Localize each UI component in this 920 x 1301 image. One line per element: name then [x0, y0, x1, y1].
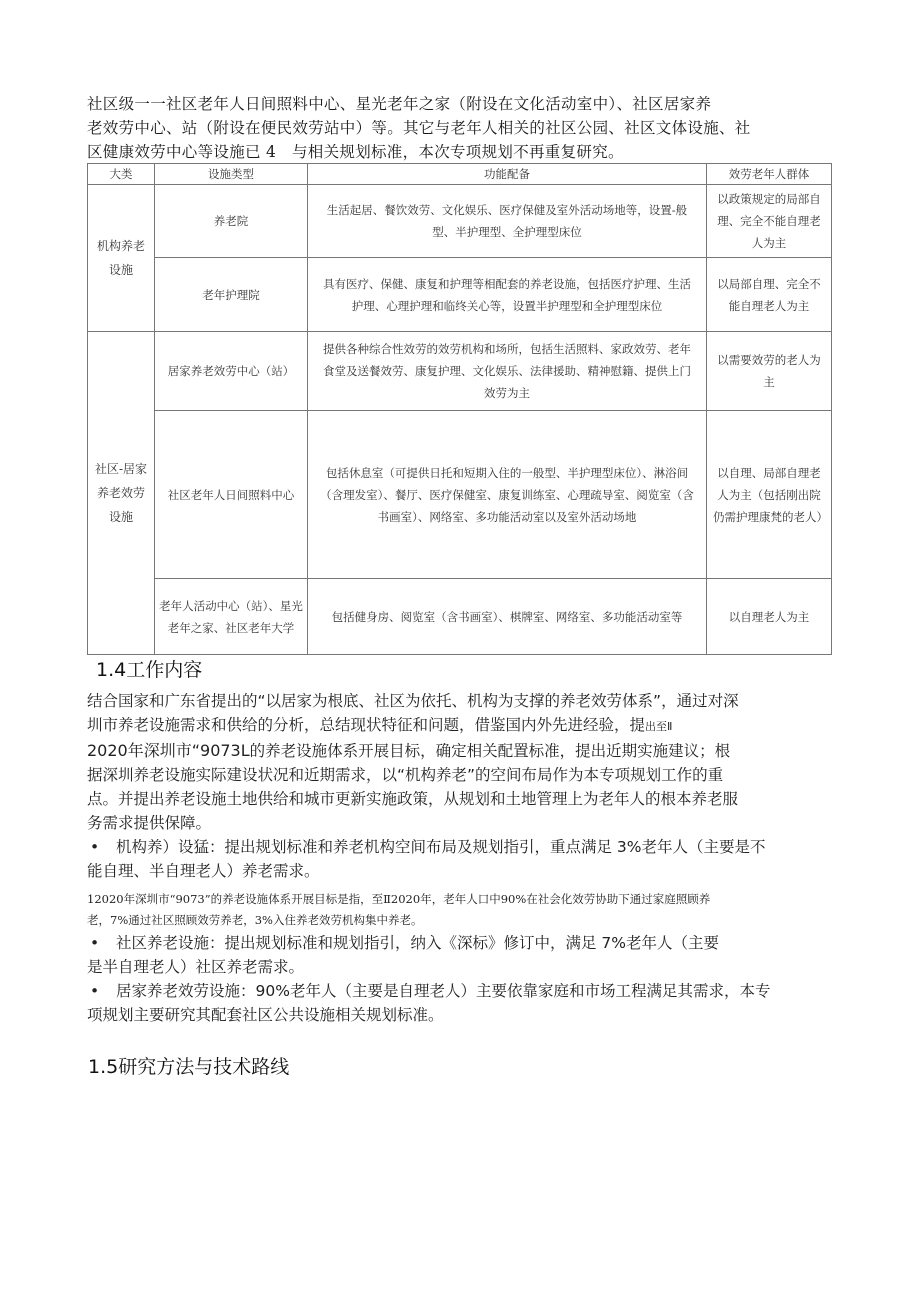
paragraph-line: 点。并提出养老设施土地供给和城市更新实施政策，从规划和土地管理上为老年人的根本养老服: [87, 790, 739, 808]
bullet-continuation: 能自理、半自理老人）养老需求。: [87, 862, 320, 880]
bullet-text: 社区养老设施：提出规划标准和规划指引，纳入《深标》修订中，满足 7%老年人（主要: [116, 934, 720, 952]
paragraph-line: [87, 713, 832, 739]
bullet-item: [87, 979, 832, 1003]
function-cell: 生活起居、餐饮效劳、文化娱乐、医疗保健及室外活动场地等，设置-般型、半护理型、全护理型床位: [308, 185, 707, 258]
paragraph-line: [87, 739, 832, 763]
table-header-cell: 设施类型: [155, 164, 308, 185]
intro-line: 区健康效劳中心等设施已 4 与相关规划标准，本次专项规划不再重复研究。: [87, 143, 624, 161]
function-cell: 包括健身房、阅览室（含书画室）、棋牌室、网络室、多功能活动室等: [308, 579, 707, 655]
bullet-item: [87, 931, 832, 955]
table-header-cell: 效劳老年人群体: [707, 164, 832, 185]
intro-paragraph: [87, 92, 827, 164]
section-heading-1-5: 1.5研究方法与技术路线: [88, 1056, 290, 1078]
facility-table: [87, 163, 832, 655]
bullet-marker: •: [90, 934, 100, 952]
category-cell: 社区-居家养老效劳设施: [88, 332, 155, 655]
bullet-item: [87, 835, 832, 859]
facility-type-cell: 社区老年人日间照料中心: [155, 411, 308, 579]
table-header-cell: 大类: [88, 164, 155, 185]
intro-line: 老效劳中心、站（附设在便民效劳站中）等。其它与老年人相关的社区公园、社区文体设施、社: [87, 119, 751, 137]
bullet-marker: •: [90, 838, 100, 856]
facility-type-cell: 老年人活动中心（站）、星光老年之家、社区老年大学: [155, 579, 308, 655]
table-row: [88, 185, 832, 258]
facility-type-cell: 老年护理院: [155, 258, 308, 332]
category-cell: 机构养老设施: [88, 185, 155, 332]
served-group-cell: 以需要效劳的老人为主: [707, 332, 832, 411]
table-row: [88, 332, 832, 411]
paragraph-text: 出至Ⅱ: [645, 720, 673, 733]
intro-line: 社区级一一社区老年人日间照料中心、星光老年之家（附设在文化活动室中）、社区居家养: [87, 95, 712, 113]
paragraph-line: 务需求提供保障。: [87, 814, 212, 832]
footnote-line: 12020年深圳市“9073”的养老设施体系开展目标是指，至Ⅱ2020年，老年人口中90%在社会化效劳协助下通过家庭照顾养: [87, 892, 711, 906]
served-group-cell: 以自理、局部自理老人为主（包括刚出院仍需护理康梵的老人）: [707, 411, 832, 579]
facility-type-cell: 养老院: [155, 185, 308, 258]
bullet-continuation: 是半自理老人）社区养老需求。: [87, 958, 305, 976]
bullet-text: 机构养）设猛：提出规划标准和养老机构空间布局及规划指引，重点满足 3%老年人（主要是不: [116, 838, 766, 856]
table-header-cell: 功能配备: [308, 164, 707, 185]
bullet-continuation: 项规划主要研究其配套社区公共设施相关规划标准。: [87, 1006, 444, 1024]
section-heading-1-4: 1.4工作内容: [96, 659, 203, 681]
paragraph-text: 的养老设施体系开展目标，确定相关配置标准，提出近期实施建议；根: [249, 742, 731, 760]
paragraph-text: 2020年深圳市“9073L: [87, 741, 250, 760]
paragraph-line: 结合国家和广东省提出的“以居家为根底、社区为依托、机构为支撑的养老效劳体系”，通过对深: [87, 692, 739, 710]
bullet-marker: •: [90, 982, 100, 1000]
served-group-cell: 以自理老人为主: [707, 579, 832, 655]
table-row: [88, 411, 832, 579]
served-group-cell: 以局部自理、完全不能自理老人为主: [707, 258, 832, 332]
facility-type-cell: 居家养老效劳中心（站）: [155, 332, 308, 411]
table-row: [88, 258, 832, 332]
table-header-row: [88, 164, 832, 185]
table-row: [88, 579, 832, 655]
section-1-4-body: [87, 689, 832, 1027]
paragraph-line: 据深圳养老设施实际建设状况和近期需求，以“机构养老”的空间布局作为本专项规划工作的重: [87, 766, 724, 784]
bullet-text: 居家养老效劳设施：90%老年人（主要是自理老人）主要依靠家庭和市场工程满足其需求，本专: [116, 982, 771, 1000]
paragraph-text: 圳市养老设施需求和供给的分析，总结现状特征和问题，借鉴国内外先进经验，提: [87, 716, 646, 734]
function-cell: 提供各种综合性效劳的效劳机构和场所，包括生活照料、家政效劳、老年食堂及送餐效劳、康复护理、文化娱乐、法律援助、精神慰籍、提供上门效劳为主: [308, 332, 707, 411]
function-cell: 包括休息室（可提供日托和短期入住的一般型、半护理型床位）、淋浴间（含理发室）、餐厅、医疗保健室、康复训练室、心理疏导室、阅览室（含书画室）、网络室、多功能活动室以及室外活动场地: [308, 411, 707, 579]
footnote-line: 老，7%通过社区照顾效劳养老，3%入住养老效劳机构集中养老。: [87, 913, 423, 927]
served-group-cell: 以政策规定的局部自理、完全不能自理老人为主: [707, 185, 832, 258]
function-cell: 具有医疗、保健、康复和护理等相配套的养老设施，包括医疗护理、生活护理、心理护理和临终关心等，设置半护理型和全护理型床位: [308, 258, 707, 332]
